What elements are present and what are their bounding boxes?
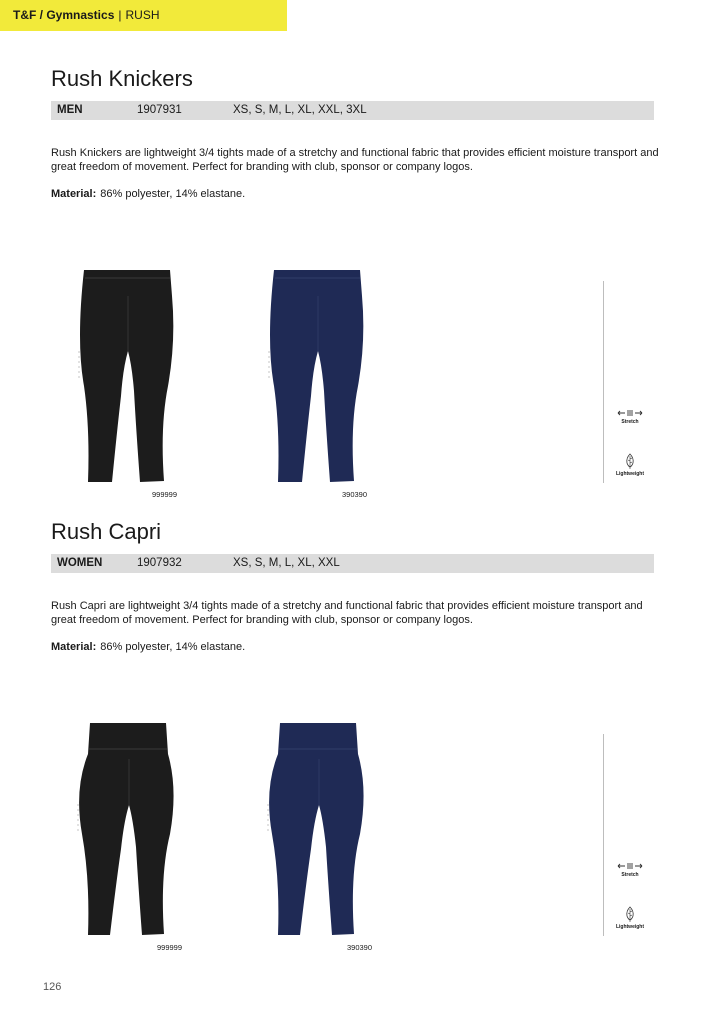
material-line <box>51 640 245 654</box>
product-title: Rush Capri <box>51 519 162 544</box>
collection-label: RUSH <box>125 8 160 22</box>
color-code-black: 999999 <box>157 943 183 952</box>
tab-separator: | <box>118 8 122 22</box>
material-value: 86% polyester, 14% elastane. <box>100 188 246 200</box>
gender-label: MEN <box>57 104 83 116</box>
category-label: T&F / Gymnastics <box>13 8 115 22</box>
gender-label: WOMEN <box>57 557 103 569</box>
material-label: Material: <box>51 641 97 653</box>
feather-icon <box>625 453 635 469</box>
stretch-icon <box>617 409 643 417</box>
feature-label: Stretch <box>621 419 639 425</box>
product-image-navy <box>250 256 390 486</box>
feature-lightweight <box>600 906 660 931</box>
feature-lightweight <box>600 453 660 478</box>
product-image-black <box>60 256 200 486</box>
knickers-silhouette <box>80 270 173 482</box>
stretch-icon <box>617 862 643 870</box>
product-title: Rush Knickers <box>51 66 193 91</box>
color-code-black: 999999 <box>152 490 178 499</box>
product-description: Rush Capri are lightweight 3/4 tights made of a stretchy and functional fabric that provides efficient moisture transport and great freedom of movement. Perfect for branding with club, sponsor or company logos. <box>51 600 643 626</box>
product-section-rush-knickers <box>0 66 724 536</box>
size-range: XS, S, M, L, XL, XXL, 3XL <box>233 104 367 116</box>
article-number: 1907932 <box>137 557 182 569</box>
knickers-silhouette <box>270 270 363 482</box>
feather-icon <box>625 906 635 922</box>
category-tab <box>0 0 287 31</box>
material-value: 86% polyester, 14% elastane. <box>100 641 246 653</box>
product-image-navy <box>250 709 390 939</box>
article-number: 1907931 <box>137 104 182 116</box>
product-section-rush-capri <box>0 519 724 989</box>
size-range: XS, S, M, L, XL, XXL <box>233 557 340 569</box>
material-label: Material: <box>51 188 97 200</box>
page-number: 126 <box>43 981 62 993</box>
spec-bar <box>51 101 654 120</box>
capri-silhouette <box>269 723 363 935</box>
feature-stretch <box>600 862 660 879</box>
product-image-black <box>60 709 200 939</box>
feature-stretch <box>600 409 660 426</box>
color-code-navy: 390390 <box>347 943 373 952</box>
feature-label: Lightweight <box>615 471 645 477</box>
color-code-navy: 390390 <box>342 490 368 499</box>
feature-label: Lightweight <box>615 924 645 930</box>
spec-bar <box>51 554 654 573</box>
product-description: Rush Knickers are lightweight 3/4 tights made of a stretchy and functional fabric that provides efficient moisture transport and great freedom of movement. Perfect for branding with club, sponsor or company logos. <box>51 147 659 173</box>
capri-silhouette <box>79 723 173 935</box>
material-line <box>51 187 245 201</box>
feature-label: Stretch <box>621 872 639 878</box>
